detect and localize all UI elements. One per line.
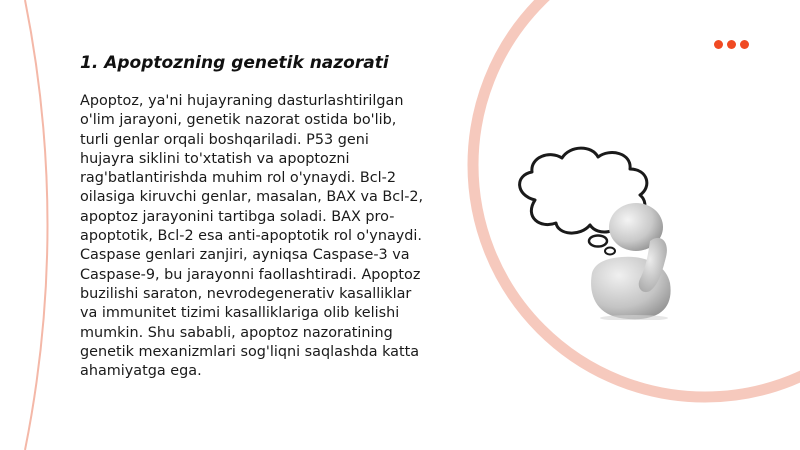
thinking-person-with-thought-bubble-icon xyxy=(510,145,680,320)
slide-title: 1. Apoptozning genetik nazorati xyxy=(80,53,389,73)
accent-dot xyxy=(740,40,749,49)
accent-dots xyxy=(714,40,749,49)
left-arc xyxy=(25,0,48,450)
accent-dot xyxy=(714,40,723,49)
person-shadow xyxy=(600,315,668,320)
thought-bubble-small xyxy=(589,236,607,247)
slide-body-text: Apoptoz, ya'ni hujayraning dasturlashtirilgan o'lim jarayoni, genetik nazorat ostida bo'lib, turli genlar orqali boshqariladi. P53 geni hujayra siklini to'xtatish va apoptozni rag'batlantirishda muhim rol o'ynaydi. Bcl-2 oilasiga kiruvchi genlar, masalan, BAX va Bcl-2, apoptoz jarayonini tartibga soladi. BAX pro-apoptotik, Bcl-2 esa anti-apoptotik rol o'ynaydi. Caspase genlari zanjiri, ayniqsa Caspase-3 va Caspase-9, bu jarayonni faollashtiradi. Apoptoz buzilishi saraton, nevrodegenerativ kasalliklar va immunitet tizimi kasalliklariga olib kelishi mumkin. Shu sababli, apoptoz nazoratining genetik mexanizmlari sog'liqni saqlashda katta ahamiyatga ega. xyxy=(80,93,424,380)
thought-bubble-tiny xyxy=(605,248,615,255)
accent-dot xyxy=(727,40,736,49)
